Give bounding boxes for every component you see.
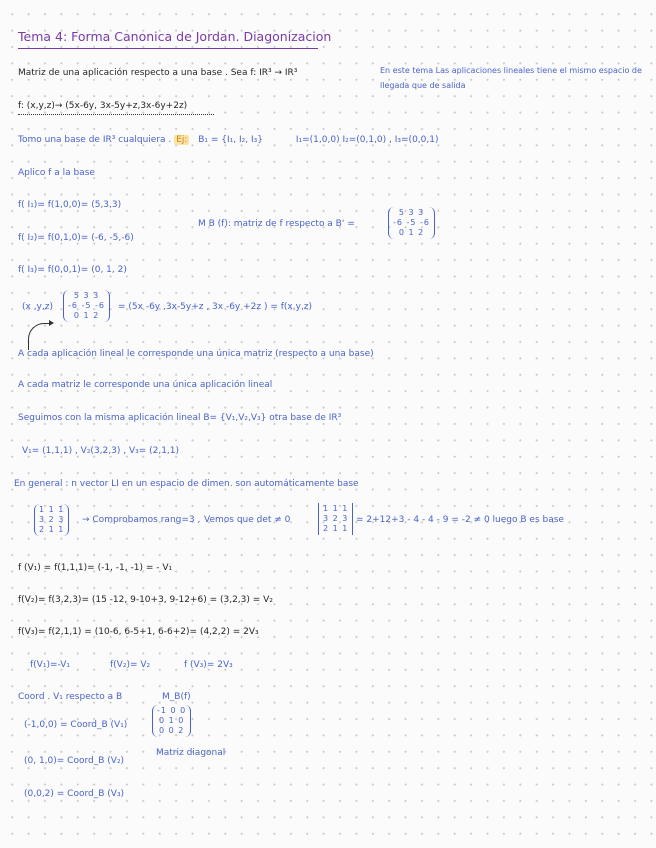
line-other-basis: Seguimos con la misma aplicación lineal B= {V₁,V₂,V₃} otra base de IR³: [18, 413, 342, 423]
line-product-result: = (5x -6y ,3x-5y+z , 3x -6y +2z ) = f(x,y,z): [118, 302, 313, 312]
matrix-rank-check: 1 1 1 3 2 3 2 1 1: [34, 504, 69, 536]
line-coord-v1: (-1,0,0) = Coord_B (V₁): [24, 720, 128, 730]
line-each-map-matrix: A cada aplicación lineal le corresponde una única matriz (respecto a una base): [18, 349, 374, 359]
basis-b1: B₁ = {I₁, I₂, I₃}: [198, 135, 263, 145]
line-det-result: = 2+12+3 - 4 - 4 - 9 = -2 ≠ 0 luego B es base: [356, 515, 564, 525]
line-f-i2: f( I₂)= f(0,1,0)= (-6, -5,-6): [18, 233, 134, 243]
line-matrix-respect-basis: M B (f): matriz de f respecto a B' =: [198, 219, 355, 229]
line-f-v1: f (V₁) = f(1,1,1)= (-1, -1, -1) = - V₁: [18, 563, 173, 573]
matrix-product: 5 3 3 -6 -5 -6 0 1 2: [63, 290, 110, 322]
line-f-v3: f(V₃)= f(2,1,1) = (10-6, 6-5+1, 6-6+2)= (4,2,2) = 2V₃: [18, 627, 259, 637]
line-summary-v2: f(V₂)= V₂: [110, 660, 151, 670]
choose-basis-text: Tomo una base de IR³ cualquiera .: [18, 135, 172, 145]
line-f-v2: f(V₂)= f(3,2,3)= (15 -12, 9-10+3, 9-12+6) = (3,2,3) = V₂: [18, 595, 273, 605]
line-f-i1: f( I₁)= f(1,0,0)= (5,3,3): [18, 200, 122, 210]
line-check-rank: → Comprobamos rang=3 ,: [82, 515, 201, 525]
diagonal-matrix-note: Matriz diagonal: [156, 748, 226, 758]
line-coord-v2: (0, 1,0)= Coord_B (V₂): [24, 756, 125, 766]
matrix-f-standard: 5 3 3 -6 -5 -6 0 1 2: [388, 207, 435, 239]
function-underline: [18, 114, 214, 115]
example-highlight: Ej:: [176, 135, 188, 145]
line-choose-basis: [18, 135, 438, 145]
line-coord-v3: (0,0,2) = Coord_B (V₃): [24, 789, 125, 799]
line-apply-f: Aplico f a la base: [18, 168, 95, 178]
line-summary-v1: f(V₁)=-V₁: [30, 660, 70, 670]
determinant-matrix: 1 1 1 3 2 3 2 1 1: [318, 503, 353, 535]
page-title: Tema 4: Forma Canonica de Jordan. Diagonizacion: [18, 29, 332, 44]
line-function-definition: f: (x,y,z)→ (5x-6y, 3x-5y+z,3x-6y+2z): [18, 101, 188, 111]
diag-matrix-label: M_B(f): [162, 692, 191, 702]
basis-vectors: I₁=(1,0,0) I₂=(0,1,0) , I₃=(0,0,1): [295, 135, 439, 145]
line-matrix-definition: Matriz de una aplicación respecto a una base . Sea f: IR³ → IR³: [18, 68, 298, 78]
line-general-rule: En general : n vector LI en un espacio de dimen. son automáticamente base: [14, 479, 359, 489]
line-product-vector: (x ,y,z): [22, 302, 53, 312]
matrix-diagonal: -1 0 0 0 1 0 0 0 2: [152, 705, 191, 737]
line-f-i3: f( I₃)= f(0,0,1)= (0, 1, 2): [18, 265, 127, 275]
title-underline: [18, 48, 318, 49]
line-summary-v3: f (V₃)= 2V₃: [184, 660, 233, 670]
margin-note-same-space: En este tema Las aplicaciones lineales tiene el mismo espacio de llegada que de salida: [380, 66, 642, 91]
line-coord-respect: Coord . V₁ respecto a B: [18, 692, 123, 702]
line-each-matrix-map: A cada matriz le corresponde una única aplicación lineal: [18, 380, 273, 390]
line-see-det: Vemos que det ≠ 0: [204, 515, 291, 525]
line-basis-vectors-v: V₁= (1,1,1) , V₂(3,2,3) , V₃= (2,1,1): [22, 446, 180, 456]
curved-arrow-icon: [28, 323, 51, 350]
